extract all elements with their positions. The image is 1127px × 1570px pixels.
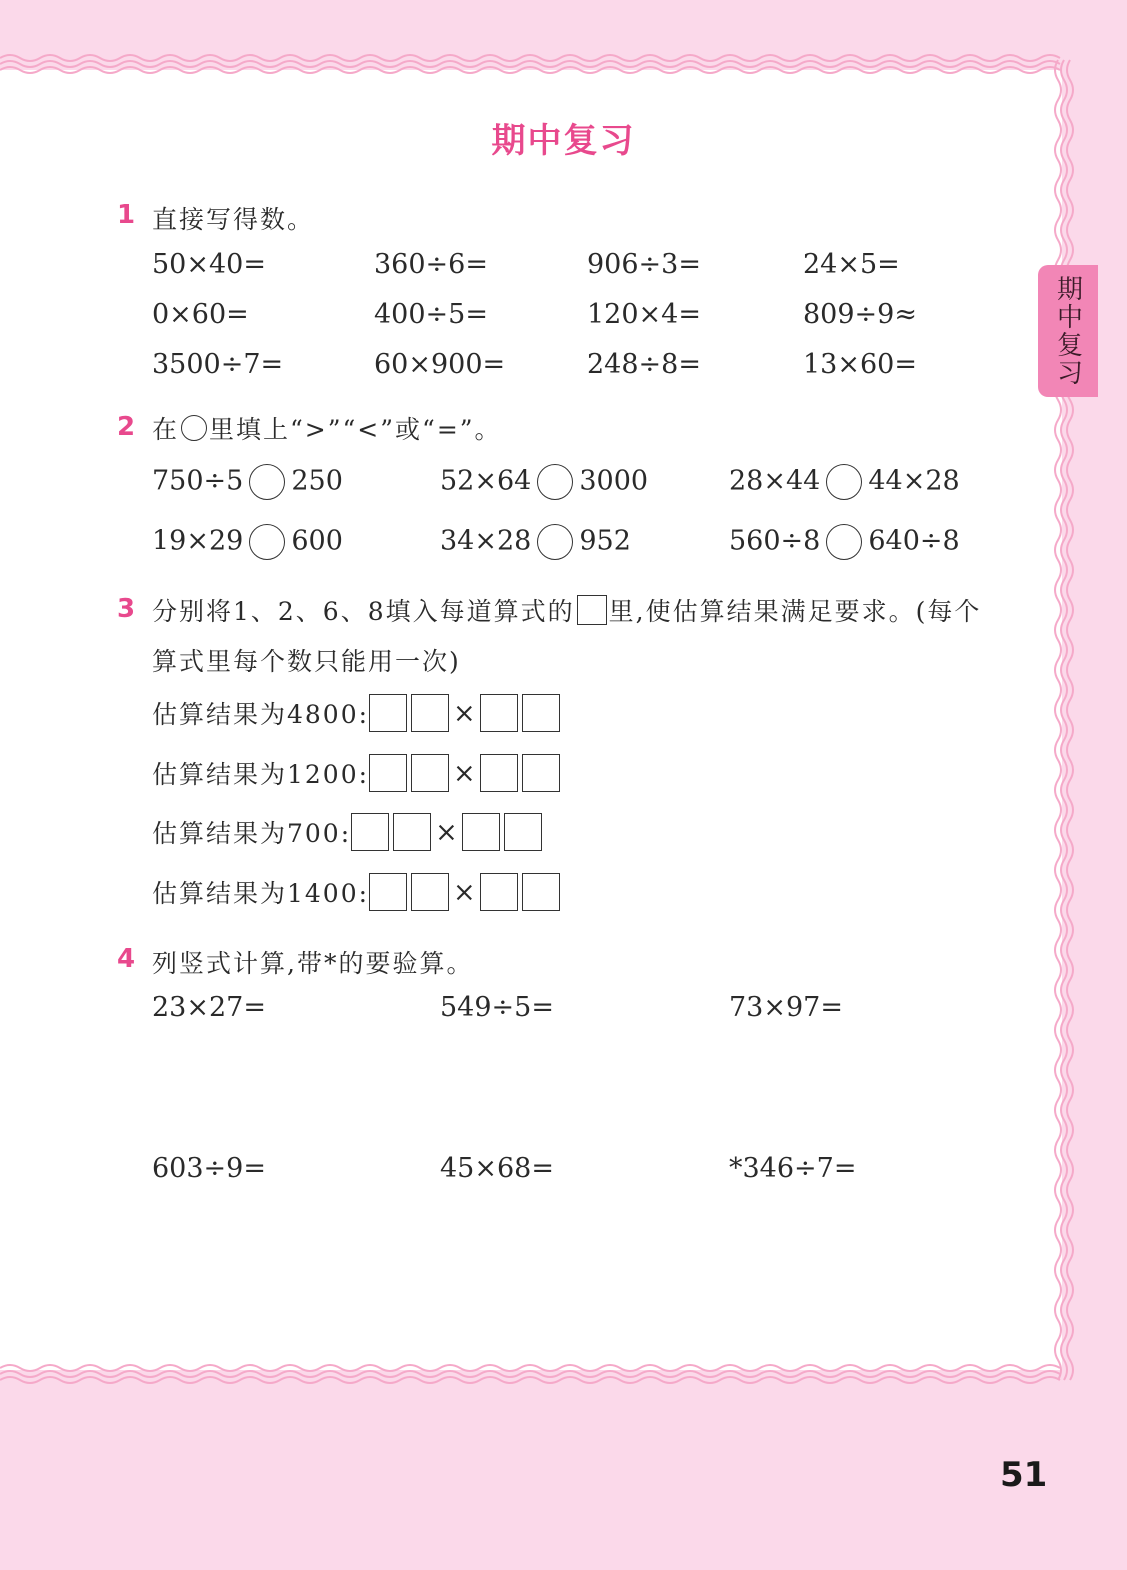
q4-expression: 45×68= [440, 1153, 554, 1184]
q2-left: 52×64 [440, 465, 532, 497]
estimate-label: 估算结果为1400: [152, 879, 370, 908]
estimate-label: 估算结果为1200: [152, 760, 370, 789]
comparison-circle[interactable] [249, 524, 285, 560]
digit-box[interactable] [480, 873, 518, 911]
q2-left: 19×29 [152, 525, 244, 557]
q2-right: 250 [291, 465, 343, 497]
q1-expression: 24×5= [803, 249, 900, 280]
bottom-wave-border [0, 1356, 1080, 1396]
estimate-label: 估算结果为4800: [152, 700, 370, 729]
q1-expression: 248÷8= [587, 349, 701, 380]
digit-box[interactable] [369, 754, 407, 792]
estimate-line [152, 813, 546, 851]
comparison-circle[interactable] [826, 464, 862, 500]
comparison-circle[interactable] [537, 464, 573, 500]
digit-box[interactable] [411, 754, 449, 792]
question-1-instruction: 直接写得数。 [152, 205, 315, 234]
q4-expression: 23×27= [152, 992, 266, 1023]
q2-comparison [729, 524, 960, 560]
side-tab-label: 期中复习 [1052, 275, 1083, 387]
q2-left: 750÷5 [152, 465, 244, 497]
q2-left: 560÷8 [729, 525, 821, 557]
question-3-number: 3 [117, 594, 136, 624]
q1-expression: 13×60= [803, 349, 917, 380]
digit-box[interactable] [411, 694, 449, 732]
digit-box[interactable] [369, 873, 407, 911]
estimate-line [152, 754, 564, 792]
comparison-circle[interactable] [249, 464, 285, 500]
digit-box[interactable] [522, 694, 560, 732]
times-sign: × [453, 697, 476, 729]
digit-box[interactable] [351, 813, 389, 851]
q2-instruction-after: 里填上“>”“<”或“=”。 [209, 415, 502, 444]
digit-box[interactable] [393, 813, 431, 851]
times-sign: × [453, 876, 476, 908]
circle-placeholder-icon [181, 415, 207, 441]
digit-box[interactable] [480, 694, 518, 732]
q2-instruction-before: 在 [152, 415, 180, 444]
q2-comparison [440, 524, 631, 560]
times-sign: × [453, 757, 476, 789]
top-wave-border [0, 44, 1080, 84]
comparison-circle[interactable] [826, 524, 862, 560]
q1-expression: 400÷5= [374, 299, 488, 330]
q2-left: 34×28 [440, 525, 532, 557]
page-number: 51 [1000, 1455, 1048, 1495]
q4-expression: 73×97= [729, 992, 843, 1023]
question-4-instruction: 列竖式计算,带*的要验算。 [152, 949, 474, 978]
digit-box[interactable] [504, 813, 542, 851]
q3-instruction-after: 里,使估算结果满足要求。(每个 [608, 597, 982, 626]
q1-expression: 360÷6= [374, 249, 488, 280]
q1-expression: 906÷3= [587, 249, 701, 280]
digit-box[interactable] [522, 873, 560, 911]
digit-box[interactable] [411, 873, 449, 911]
question-2-number: 2 [117, 412, 136, 442]
q1-expression: 809÷9≈ [803, 299, 917, 330]
q1-expression: 120×4= [587, 299, 701, 330]
q4-expression: 549÷5= [440, 992, 554, 1023]
q2-comparison [729, 464, 960, 500]
question-4-number: 4 [117, 944, 136, 974]
q3-instruction-before: 分别将1、2、6、8填入每道算式的 [152, 597, 575, 626]
digit-box[interactable] [369, 694, 407, 732]
q2-right: 600 [291, 525, 343, 557]
estimate-line [152, 873, 564, 911]
digit-box[interactable] [480, 754, 518, 792]
digit-box[interactable] [522, 754, 560, 792]
estimate-line [152, 694, 564, 732]
q2-right: 3000 [579, 465, 649, 497]
q2-comparison [440, 464, 648, 500]
q4-expression: 603÷9= [152, 1153, 266, 1184]
question-2-instruction [152, 410, 502, 446]
q2-right: 44×28 [868, 465, 960, 497]
square-placeholder-icon [577, 595, 607, 625]
q1-expression: 0×60= [152, 299, 249, 330]
q2-right: 640÷8 [868, 525, 960, 557]
right-wave-border [1046, 60, 1086, 1390]
q2-left: 28×44 [729, 465, 821, 497]
side-chapter-tab [1038, 265, 1098, 397]
q2-comparison [152, 524, 343, 560]
question-3-instruction-line2: 算式里每个数只能用一次) [152, 647, 461, 676]
question-1-number: 1 [117, 200, 136, 230]
q1-expression: 3500÷7= [152, 349, 284, 380]
digit-box[interactable] [462, 813, 500, 851]
q4-expression: *346÷7= [729, 1153, 857, 1184]
q1-expression: 60×900= [374, 349, 506, 380]
q1-expression: 50×40= [152, 249, 266, 280]
q2-comparison [152, 464, 343, 500]
page-title: 期中复习 [491, 121, 636, 161]
q2-right: 952 [579, 525, 631, 557]
estimate-label: 估算结果为700: [152, 819, 352, 848]
times-sign: × [435, 816, 458, 848]
comparison-circle[interactable] [537, 524, 573, 560]
question-3-instruction [152, 592, 981, 628]
